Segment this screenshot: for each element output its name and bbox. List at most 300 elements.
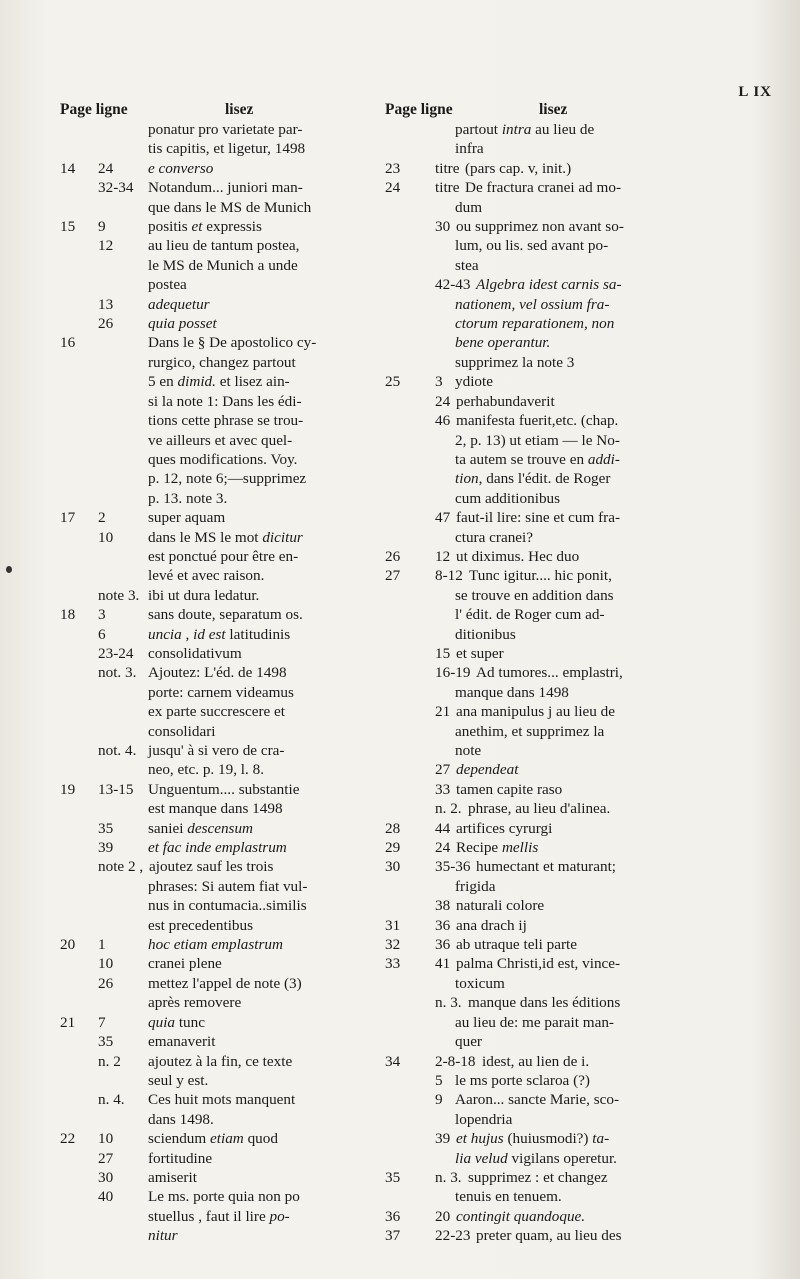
entry-page-number: 21 bbox=[60, 1013, 76, 1031]
entry-correction bbox=[455, 663, 685, 702]
entry-line-ref: n. 2. bbox=[435, 800, 462, 818]
entry-line-ref: n. 2 bbox=[98, 1052, 121, 1070]
errata-entry bbox=[60, 217, 380, 236]
entry-line-ref: n. 3. bbox=[435, 1168, 462, 1186]
correction-line: uncia , id est latitudinis bbox=[148, 625, 291, 643]
entry-page-number: 36 bbox=[385, 1207, 401, 1225]
entry-line-ref: 24 bbox=[435, 839, 451, 857]
entry-line-ref: 36 bbox=[435, 936, 451, 954]
correction-line: le MS de Munich a unde bbox=[148, 256, 298, 274]
correction-line: tis capitis, et ligetur, 1498 bbox=[148, 140, 306, 158]
entry-correction bbox=[148, 1032, 380, 1051]
entry-correction bbox=[148, 780, 380, 819]
entry-correction bbox=[455, 702, 685, 760]
entry-correction bbox=[148, 605, 380, 624]
correction-line: et hujus (huiusmodi?) ta- bbox=[456, 1130, 610, 1148]
correction-line: quer bbox=[455, 1033, 482, 1051]
correction-line: quia posset bbox=[148, 315, 217, 333]
errata-entry bbox=[385, 120, 685, 159]
entry-page-number: 19 bbox=[60, 780, 76, 798]
correction-line: infra bbox=[455, 140, 484, 158]
correction-line: contingit quandoque. bbox=[456, 1207, 586, 1225]
entry-correction bbox=[455, 1129, 685, 1168]
correction-line: cum additionibus bbox=[455, 489, 561, 507]
header-page-line: Page ligne bbox=[385, 101, 453, 118]
entry-correction bbox=[148, 857, 380, 935]
entry-line-ref: 13 bbox=[98, 295, 114, 313]
correction-line: faut-il lire: sine et cum fra- bbox=[456, 509, 621, 527]
entry-page-number: 24 bbox=[385, 179, 401, 197]
correction-line: et super bbox=[456, 644, 504, 662]
correction-line: amiserit bbox=[148, 1168, 197, 1186]
entry-correction bbox=[455, 217, 685, 275]
correction-line: naturali colore bbox=[456, 897, 545, 915]
entry-line-ref: 30 bbox=[435, 218, 451, 236]
header-read: lisez bbox=[225, 101, 254, 118]
entry-line-ref: 2-8-18 bbox=[435, 1052, 476, 1070]
correction-line: ques modifications. Voy. bbox=[148, 450, 298, 468]
correction-line: ou supprimez non avant so- bbox=[456, 218, 624, 236]
errata-entry bbox=[60, 838, 380, 857]
entry-line-ref: 1 bbox=[98, 936, 106, 954]
correction-line: 2, p. 13) ut etiam — le No- bbox=[455, 431, 620, 449]
correction-line: postea bbox=[148, 276, 187, 294]
entry-correction bbox=[455, 896, 685, 915]
correction-line: Notandum... juniori man- bbox=[148, 179, 303, 197]
errata-entry bbox=[385, 935, 685, 954]
correction-line: 5 en dimid. et lisez ain- bbox=[148, 373, 290, 391]
entry-line-ref: 3 bbox=[435, 373, 443, 391]
correction-line: frigida bbox=[455, 877, 496, 895]
correction-line: idest, au lien de i. bbox=[482, 1052, 590, 1070]
entry-correction bbox=[455, 916, 685, 935]
correction-line: est manque dans 1498 bbox=[148, 800, 283, 818]
errata-column-left bbox=[60, 100, 380, 1246]
entry-page-number: 29 bbox=[385, 839, 401, 857]
correction-line: emanaverit bbox=[148, 1033, 216, 1051]
errata-entry bbox=[385, 954, 685, 993]
correction-line: phrases: Si autem fiat vul- bbox=[148, 877, 308, 895]
errata-entry bbox=[60, 1032, 380, 1051]
entry-line-ref: 44 bbox=[435, 819, 451, 837]
entry-correction bbox=[148, 1187, 380, 1245]
errata-entry bbox=[60, 314, 380, 333]
correction-line: ponatur pro varietate par- bbox=[148, 121, 303, 138]
entry-line-ref: n. 4. bbox=[98, 1091, 125, 1109]
correction-line: lia velud vigilans operetur. bbox=[455, 1149, 617, 1167]
errata-entry bbox=[385, 411, 685, 508]
entry-line-ref: 33 bbox=[435, 780, 451, 798]
entry-line-ref: 30 bbox=[98, 1168, 114, 1186]
correction-line: manque dans les éditions bbox=[468, 994, 621, 1012]
entry-correction bbox=[455, 935, 685, 954]
errata-entry bbox=[385, 547, 685, 566]
entry-line-ref: 9 bbox=[98, 218, 106, 236]
correction-line: ctura cranei? bbox=[455, 528, 533, 546]
correction-line: lopendria bbox=[455, 1110, 513, 1128]
correction-line: partout intra au lieu de bbox=[455, 121, 595, 138]
entry-correction bbox=[148, 333, 380, 508]
correction-line: rurgico, changez partout bbox=[148, 353, 296, 371]
entry-line-ref: 13-15 bbox=[98, 780, 134, 798]
correction-line: dans 1498. bbox=[148, 1110, 214, 1128]
errata-entry bbox=[385, 372, 685, 391]
entry-line-ref: 26 bbox=[98, 974, 114, 992]
entry-correction bbox=[455, 178, 685, 217]
correction-line: toxicum bbox=[455, 974, 505, 992]
entry-correction bbox=[148, 1090, 380, 1129]
entry-line-ref: 40 bbox=[98, 1188, 114, 1206]
entry-line-ref: 24 bbox=[98, 159, 114, 177]
correction-line: sans doute, separatum os. bbox=[148, 606, 303, 624]
entry-line-ref: 6 bbox=[98, 625, 106, 643]
errata-entry bbox=[60, 1187, 380, 1245]
entry-correction bbox=[148, 508, 380, 527]
errata-entry bbox=[60, 236, 380, 294]
entry-correction bbox=[148, 120, 380, 159]
errata-entry bbox=[385, 217, 685, 275]
correction-line: artifices cyrurgi bbox=[456, 819, 553, 837]
entry-correction bbox=[455, 1090, 685, 1129]
errata-entry bbox=[385, 159, 685, 178]
entry-page-number: 25 bbox=[385, 373, 401, 391]
entry-correction bbox=[148, 159, 380, 178]
entry-line-ref: 35 bbox=[98, 1033, 114, 1051]
errata-entry bbox=[385, 780, 685, 799]
entry-correction bbox=[148, 236, 380, 294]
errata-entry bbox=[385, 275, 685, 353]
correction-line: Ad tumores... emplastri, bbox=[476, 664, 623, 682]
correction-line: supprimez : et changez bbox=[468, 1168, 608, 1186]
entry-correction bbox=[148, 819, 380, 838]
errata-entry bbox=[385, 566, 685, 644]
errata-entry bbox=[60, 741, 380, 780]
entry-line-ref: 7 bbox=[98, 1013, 106, 1031]
entry-correction bbox=[148, 974, 380, 1013]
correction-line: seul y est. bbox=[148, 1071, 209, 1089]
correction-line: tion, dans l'édit. de Roger bbox=[455, 470, 611, 488]
column-header bbox=[60, 100, 380, 120]
entry-line-ref: 39 bbox=[98, 839, 114, 857]
entry-line-ref: n. 3. bbox=[435, 994, 462, 1012]
errata-entry bbox=[60, 819, 380, 838]
entry-page-number: 37 bbox=[385, 1227, 401, 1245]
entry-line-ref: 36 bbox=[435, 916, 451, 934]
column-header bbox=[385, 100, 685, 120]
correction-line: supprimez la note 3 bbox=[455, 353, 575, 371]
entry-correction bbox=[455, 1168, 685, 1207]
correction-line: que dans le MS de Munich bbox=[148, 198, 312, 216]
correction-line: tenuis en tenuem. bbox=[455, 1188, 562, 1206]
errata-entry bbox=[60, 1168, 380, 1187]
correction-line: saniei descensum bbox=[148, 819, 254, 837]
errata-entry bbox=[60, 857, 380, 935]
entry-page-number: 18 bbox=[60, 606, 76, 624]
entry-line-ref: 10 bbox=[98, 528, 114, 546]
correction-line: lum, ou lis. sed avant po- bbox=[455, 237, 609, 255]
correction-line: Unguentum.... substantie bbox=[148, 780, 300, 798]
correction-line: mettez l'appel de note (3) bbox=[148, 974, 302, 992]
correction-line: Ces huit mots manquent bbox=[148, 1091, 296, 1109]
errata-entry bbox=[60, 1149, 380, 1168]
entry-correction bbox=[455, 566, 685, 644]
errata-entry bbox=[385, 993, 685, 1051]
correction-line: ibi ut dura ledatur. bbox=[148, 586, 260, 604]
errata-column-right bbox=[385, 100, 685, 1246]
correction-line: tions cette phrase se trou- bbox=[148, 412, 304, 430]
correction-line: p. 13. note 3. bbox=[148, 489, 228, 507]
entry-page-number: 20 bbox=[60, 936, 76, 954]
entry-line-ref: not. 4. bbox=[98, 742, 137, 759]
correction-line: De fractura cranei ad mo- bbox=[465, 179, 621, 197]
errata-entry bbox=[60, 333, 380, 508]
errata-entry bbox=[60, 974, 380, 1013]
correction-line: fortitudine bbox=[148, 1149, 213, 1167]
entry-correction bbox=[148, 644, 380, 663]
correction-line: nationem, vel ossium fra- bbox=[455, 295, 610, 313]
correction-line: quia tunc bbox=[148, 1013, 205, 1031]
errata-entry bbox=[385, 799, 685, 818]
correction-line: consolidativum bbox=[148, 644, 242, 662]
correction-line: jusqu' à si vero de cra- bbox=[148, 742, 285, 759]
entry-line-ref: 27 bbox=[435, 761, 451, 779]
errata-entry bbox=[385, 702, 685, 760]
entry-correction bbox=[455, 120, 685, 159]
entry-correction bbox=[455, 372, 685, 391]
entry-correction bbox=[148, 295, 380, 314]
correction-line: et fac inde emplastrum bbox=[148, 839, 287, 857]
correction-line: ve ailleurs et avec quel- bbox=[148, 431, 293, 449]
entry-correction bbox=[455, 644, 685, 663]
correction-line: cranei plene bbox=[148, 955, 222, 973]
errata-entry bbox=[385, 353, 685, 372]
correction-line: le ms porte sclaroa (?) bbox=[455, 1071, 590, 1089]
errata-entry bbox=[385, 1052, 685, 1071]
correction-line: (pars cap. v, init.) bbox=[465, 159, 572, 177]
errata-entry bbox=[60, 159, 380, 178]
correction-line: se trouve en addition dans bbox=[455, 586, 614, 604]
correction-line: nitur bbox=[148, 1227, 178, 1245]
entry-page-number: 15 bbox=[60, 218, 76, 236]
correction-line: neo, etc. p. 19, l. 8. bbox=[148, 761, 264, 779]
entry-line-ref: 35 bbox=[98, 819, 114, 837]
errata-entry bbox=[60, 508, 380, 527]
errata-entry bbox=[60, 528, 380, 586]
entry-correction bbox=[148, 954, 380, 973]
correction-line: adequetur bbox=[148, 295, 210, 313]
errata-entry bbox=[385, 1071, 685, 1090]
errata-entry bbox=[385, 178, 685, 217]
entry-line-ref: 39 bbox=[435, 1130, 451, 1148]
entry-page-number: 34 bbox=[385, 1052, 401, 1070]
entry-correction bbox=[455, 819, 685, 838]
entry-correction bbox=[455, 838, 685, 857]
correction-line: anethim, et supprimez la bbox=[455, 722, 605, 740]
correction-line: ana manipulus j au lieu de bbox=[456, 703, 616, 721]
entry-correction bbox=[455, 799, 685, 818]
entry-page-number: 26 bbox=[385, 547, 401, 565]
correction-line: p. 12, note 6;—supprimez bbox=[148, 470, 307, 488]
errata-entry bbox=[60, 586, 380, 605]
correction-line: ab utraque teli parte bbox=[456, 936, 578, 954]
correction-line: ajoutez à la fin, ce texte bbox=[148, 1052, 293, 1070]
header-page-line: Page ligne bbox=[60, 101, 128, 118]
entry-page-number: 28 bbox=[385, 819, 401, 837]
entry-line-ref: 32-34 bbox=[98, 179, 134, 197]
entry-correction bbox=[148, 1013, 380, 1032]
correction-line: ana drach ij bbox=[456, 916, 527, 934]
correction-line: phrase, au lieu d'alinea. bbox=[468, 800, 611, 818]
entry-line-ref: 27 bbox=[98, 1149, 114, 1167]
correction-line: e converso bbox=[148, 159, 214, 177]
correction-line: preter quam, au lieu des bbox=[476, 1227, 622, 1245]
correction-line: Algebra idest carnis sa- bbox=[476, 276, 622, 294]
entry-correction bbox=[148, 178, 380, 217]
errata-entry bbox=[385, 1226, 685, 1245]
entry-line-ref: 22-23 bbox=[435, 1227, 471, 1245]
entry-page-number: 14 bbox=[60, 159, 76, 177]
correction-line: nus in contumacia..similis bbox=[148, 897, 307, 915]
correction-line: positis et expressis bbox=[148, 218, 262, 236]
entry-line-ref: 24 bbox=[435, 392, 451, 410]
entry-page-number: 16 bbox=[60, 334, 76, 352]
entry-line-ref: 12 bbox=[435, 547, 451, 565]
entry-page-number: 23 bbox=[385, 159, 401, 177]
errata-entry bbox=[60, 605, 380, 624]
entry-correction bbox=[455, 159, 685, 178]
entry-line-ref: titre bbox=[435, 159, 460, 177]
correction-line: manifesta fuerit,etc. (chap. bbox=[456, 412, 619, 430]
errata-entry bbox=[385, 1090, 685, 1129]
entry-line-ref: titre bbox=[435, 179, 460, 197]
entry-line-ref: 35-36 bbox=[435, 858, 471, 876]
entry-correction bbox=[148, 1149, 380, 1168]
correction-line: Le ms. porte quia non po bbox=[148, 1188, 300, 1206]
entry-correction bbox=[455, 1071, 685, 1090]
entry-correction bbox=[455, 275, 685, 353]
correction-line: Dans le § De apostolico cy- bbox=[148, 334, 317, 352]
entry-line-ref: 12 bbox=[98, 237, 114, 255]
errata-entry bbox=[385, 1207, 685, 1226]
correction-line: note bbox=[455, 742, 482, 759]
correction-line: ditionibus bbox=[455, 625, 516, 643]
entry-correction bbox=[148, 1168, 380, 1187]
correction-line: hoc etiam emplastrum bbox=[148, 936, 283, 954]
entry-line-ref: 2 bbox=[98, 509, 106, 527]
correction-line: si la note 1: Dans les édi- bbox=[148, 392, 302, 410]
entry-correction bbox=[148, 838, 380, 857]
errata-entry bbox=[60, 1129, 380, 1148]
correction-line: dependeat bbox=[456, 761, 519, 779]
entry-line-ref: note 3. bbox=[98, 586, 140, 604]
correction-line: humectant et maturant; bbox=[476, 858, 617, 876]
correction-line: ajoutez sauf les trois bbox=[149, 858, 274, 876]
errata-entry bbox=[60, 935, 380, 954]
entry-line-ref: 26 bbox=[98, 315, 114, 333]
entry-line-ref: 5 bbox=[435, 1071, 443, 1089]
errata-entry bbox=[385, 760, 685, 779]
correction-line: palma Christi,id est, vince- bbox=[456, 955, 621, 973]
header-read: lisez bbox=[539, 101, 568, 118]
errata-entry bbox=[60, 295, 380, 314]
entry-correction bbox=[148, 586, 380, 605]
errata-entry bbox=[60, 1052, 380, 1091]
entry-correction bbox=[148, 528, 380, 586]
errata-entry bbox=[60, 625, 380, 644]
entry-correction bbox=[455, 780, 685, 799]
errata-entry bbox=[385, 916, 685, 935]
correction-line: Recipe mellis bbox=[456, 839, 539, 857]
entry-correction bbox=[148, 1129, 380, 1148]
correction-line: consolidari bbox=[148, 722, 216, 740]
entry-correction bbox=[455, 954, 685, 993]
correction-line: ta autem se trouve en addi- bbox=[455, 450, 620, 468]
correction-line: super aquam bbox=[148, 509, 226, 527]
errata-entry bbox=[60, 120, 380, 159]
errata-entry bbox=[385, 663, 685, 702]
correction-line: l' édit. de Roger cum ad- bbox=[455, 606, 605, 624]
correction-line: sciendum etiam quod bbox=[148, 1130, 278, 1148]
correction-line: levé et avec raison. bbox=[148, 567, 265, 585]
entry-correction bbox=[148, 663, 380, 741]
entry-page-number: 33 bbox=[385, 955, 401, 973]
entry-line-ref: 47 bbox=[435, 509, 451, 527]
entry-line-ref: 21 bbox=[435, 703, 451, 721]
correction-line: ut diximus. Hec duo bbox=[456, 547, 580, 565]
correction-line: bene operantur. bbox=[455, 334, 551, 352]
errata-entry bbox=[385, 392, 685, 411]
entry-correction bbox=[148, 1052, 380, 1091]
correction-line: manque dans 1498 bbox=[455, 683, 569, 701]
correction-line: stuellus , faut il lire po- bbox=[148, 1207, 290, 1225]
entry-correction bbox=[148, 935, 380, 954]
errata-entry bbox=[60, 663, 380, 741]
folio-number: L IX bbox=[738, 84, 772, 100]
errata-entry bbox=[385, 644, 685, 663]
errata-entry bbox=[60, 644, 380, 663]
entry-correction bbox=[455, 353, 685, 372]
errata-entry bbox=[385, 508, 685, 547]
entry-correction bbox=[455, 1226, 685, 1245]
correction-line: au lieu de: me parait man- bbox=[455, 1013, 614, 1031]
entry-page-number: 27 bbox=[385, 567, 401, 585]
entry-page-number: 17 bbox=[60, 509, 76, 527]
entry-page-number: 30 bbox=[385, 858, 401, 876]
errata-entry bbox=[385, 1168, 685, 1207]
entry-correction bbox=[455, 857, 685, 896]
entry-correction bbox=[148, 625, 380, 644]
errata-entry bbox=[60, 780, 380, 819]
correction-line: dans le MS le mot dicitur bbox=[148, 528, 303, 546]
entry-line-ref: 46 bbox=[435, 412, 451, 430]
correction-line: Tunc igitur.... hic ponit, bbox=[469, 567, 612, 585]
entry-correction bbox=[455, 508, 685, 547]
correction-line: dum bbox=[455, 198, 483, 216]
correction-line: ctorum reparationem, non bbox=[455, 315, 615, 333]
errata-entry bbox=[385, 1129, 685, 1168]
errata-entry bbox=[385, 819, 685, 838]
entry-page-number: 32 bbox=[385, 936, 401, 954]
errata-entry bbox=[385, 838, 685, 857]
correction-line: est ponctué pour être en- bbox=[148, 547, 299, 565]
correction-line: Aaron... sancte Marie, sco- bbox=[455, 1091, 620, 1109]
errata-entry bbox=[60, 954, 380, 973]
entry-line-ref: 9 bbox=[435, 1091, 443, 1109]
correction-line: perhabundaverit bbox=[456, 392, 555, 410]
entry-line-ref: 15 bbox=[435, 644, 451, 662]
ink-spot bbox=[6, 566, 12, 573]
entry-page-number: 22 bbox=[60, 1130, 76, 1148]
